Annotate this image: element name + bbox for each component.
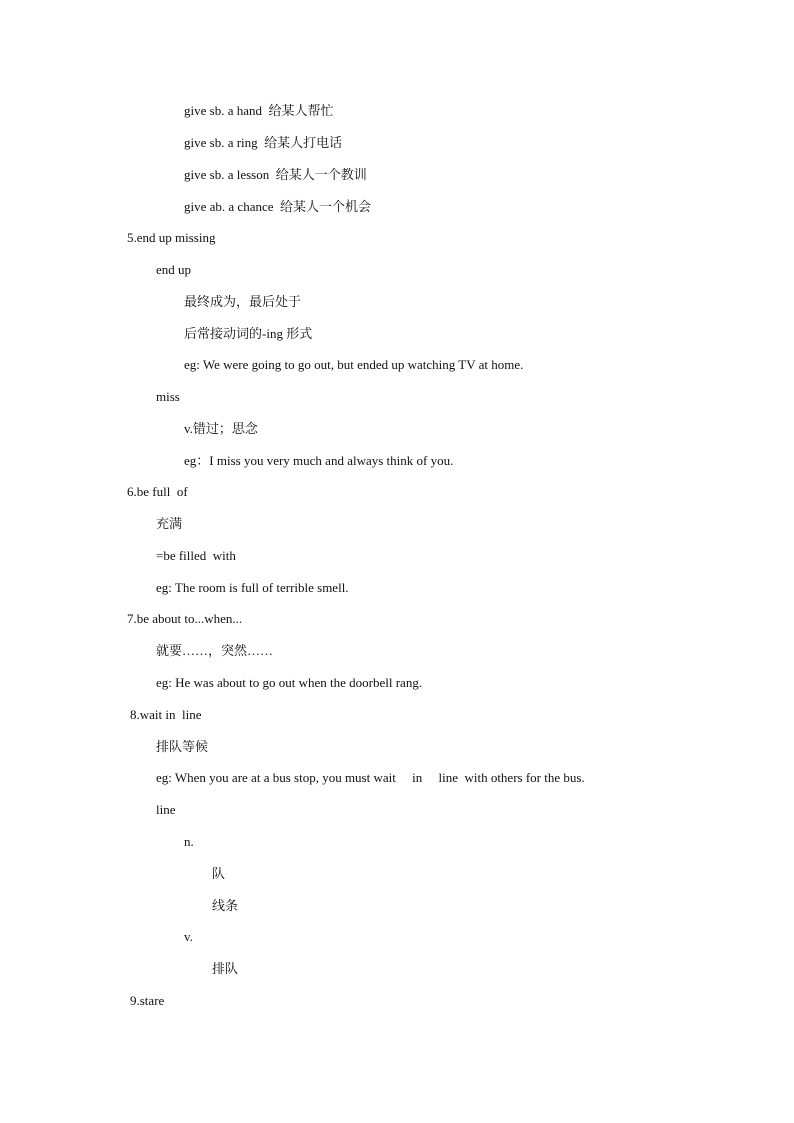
example-line: eg: We were going to go out, but ended up watching TV at home.	[184, 357, 524, 372]
text-line: give sb. a ring 给某人打电话	[184, 135, 343, 150]
text-line: 后常接动词的-ing 形式	[184, 326, 313, 341]
text-line: 就要……，突然……	[156, 643, 274, 658]
text-line: give ab. a chance 给某人一个机会	[184, 199, 372, 214]
text-line: give sb. a lesson 给某人一个教训	[184, 167, 367, 182]
example-line: eg: He was about to go out when the doorbell rang.	[156, 675, 423, 690]
section-heading: 5.end up missing	[127, 230, 216, 245]
text-line: 线条	[212, 898, 239, 913]
section-heading: 8.wait in line	[130, 707, 202, 722]
section-heading: 6.be full of	[127, 484, 188, 499]
example-line: eg: The room is full of terrible smell.	[156, 580, 349, 595]
section-heading: 9.stare	[130, 993, 165, 1008]
text-line: 充满	[156, 516, 183, 531]
text-line: 最终成为，最后处于	[184, 294, 302, 309]
text-line: miss	[156, 389, 180, 404]
text-line: give sb. a hand 给某人帮忙	[184, 103, 334, 118]
text-line: n.	[184, 834, 194, 849]
text-line: line	[156, 802, 176, 817]
text-line: v.错过；思念	[184, 421, 258, 436]
section-heading: 7.be about to...when...	[127, 611, 243, 626]
example-line: eg: When you are at a bus stop, you must wait in line with others for the bus.	[156, 770, 585, 785]
text-line: end up	[156, 262, 192, 277]
text-line: v.	[184, 929, 193, 944]
text-line: =be filled with	[156, 548, 236, 563]
text-line: 排队等候	[156, 739, 209, 754]
example-line: eg：I miss you very much and always think of you.	[184, 453, 454, 468]
text-line: 队	[212, 866, 226, 881]
text-line: 排队	[212, 961, 239, 976]
